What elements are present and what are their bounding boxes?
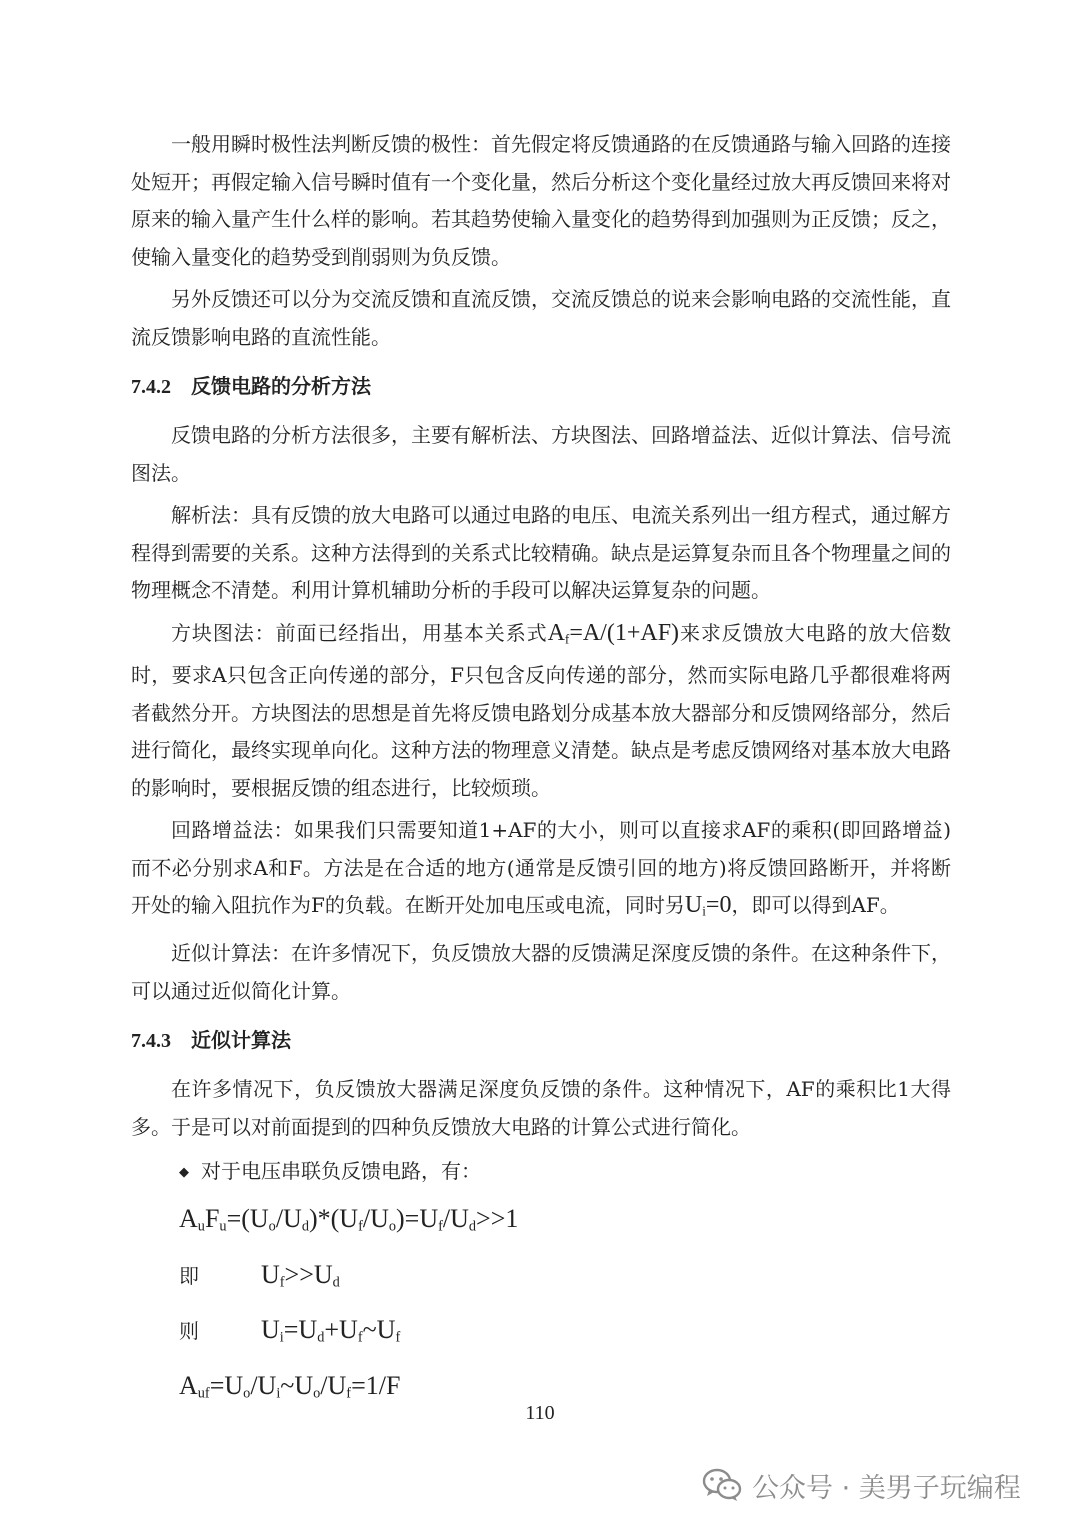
equation-label: 则 (179, 1319, 199, 1344)
paragraph-block-diagram (131, 615, 951, 808)
text: 方块图法：前面已经指出，用基本关系式 (171, 620, 548, 645)
page-content (131, 126, 951, 1417)
watermark-text: 公众号 · 美男子玩编程 (752, 1472, 1021, 1504)
section-title: 近似计算法 (191, 1028, 291, 1053)
formula-part: =0 (705, 892, 732, 919)
paragraph-approximation: 近似计算法：在许多情况下，负反馈放大器的反馈满足深度反馈的条件。在这种条件下，可以通过近似简化计算。 (131, 941, 951, 1003)
section-number: 7.4.3 (131, 1030, 171, 1053)
inline-formula (548, 620, 679, 646)
paragraph-deep-feedback: 在许多情况下，负反馈放大器满足深度负反馈的条件。这种情况下，AF的乘积比1大得多。于是可以对前面提到的四种负反馈放大电路的计算公式进行简化。 (131, 1077, 951, 1139)
text: 回路增益法：如果我们只需要知道1+AF的大小，则可以直接求AF的乘积(即回路增益)而不必分别求A和F。方法是在合适的地方(通常是反馈引回的地方)将反馈回路断开，并将断开处的输入阻抗作为F的负载。在断开处加电压或电流，同时另 (131, 818, 951, 918)
equation-label: 即 (179, 1263, 199, 1288)
inline-formula (685, 892, 732, 918)
bullet-item (179, 1151, 951, 1193)
equation-1: $A_uF_u=(U_o/U_d)*(U_f/U_o)=U_f/U_d>>1$ (179, 1204, 519, 1235)
page-number: 110 (525, 1402, 555, 1424)
paragraph-loop-gain (131, 812, 951, 930)
bullet-text: 对于电压串联负反馈电路，有： (201, 1159, 481, 1184)
section-number: 7.4.2 (131, 376, 171, 398)
watermark (702, 1465, 1021, 1505)
text: 来求反馈放大电路的放大倍数时，要求A只包含正向传递的部分，F只包含反向传递的部分，然而实际电路几乎都很难将两者截然分开。方块图法的思想是首先将反馈电路划分成基本放大器部分和反馈网络部分，然后进行简化，最终实现单向化。这种方法的物理意义清楚。缺点是考虑反馈网络对基本放大电路的影响时，要根据反馈的组态进行，比较烦琐。 (131, 620, 952, 800)
paragraph-analytic: 解析法：具有反馈的放大电路可以通过电路的电压、电流关系列出一组方程式，通过解方程得到需要的关系。这种方法得到的关系式比较精确。缺点是运算复杂而且各个物理量之间的物理概念不清楚。利用计算机辅助分析的手段可以解决运算复杂的问题。 (131, 503, 951, 602)
paragraph-ac-dc: 另外反馈还可以分为交流反馈和直流反馈，交流反馈总的说来会影响电路的交流性能，直流反馈影响电路的直流性能。 (131, 287, 951, 349)
section-title: 反馈电路的分析方法 (191, 374, 371, 398)
equation-2: 即 $U_f>>U_d$ (179, 1251, 951, 1307)
section-heading-7-4-2 (131, 368, 951, 405)
equation-3: 则 $U_i=U_d+U_f\sim U_f$ (179, 1306, 951, 1362)
formula-part: A (547, 619, 565, 646)
formula-part: U (684, 892, 703, 919)
text: ，即可以得到AF。 (731, 893, 900, 918)
formula-part: =A/(1+AF) (569, 619, 680, 646)
diamond-bullet-icon: ◆ (179, 1165, 189, 1181)
section-heading-7-4-3 (131, 1022, 951, 1059)
paragraph-polarity: 一般用瞬时极性法判断反馈的极性：首先假定将反馈通路的在反馈通路与输入回路的连接处短开；再假定输入信号瞬时值有一个变化量，然后分析这个变化量经过放大再反馈回来将对原来的输入量产生什么样的影响。若其趋势使输入量变化的趋势得到加强则为正反馈；反之，使输入量变化的趋势受到削弱则为负反馈。 (131, 132, 951, 269)
formula-sub: i (702, 903, 706, 919)
equation-4: $A_{uf}=U_o/U_i\sim U_o/U_f=1/F$ (179, 1370, 401, 1402)
wechat-icon (702, 1468, 742, 1502)
formula-sub: f (564, 630, 570, 646)
paragraph-methods: 反馈电路的分析方法很多，主要有解析法、方块图法、回路增益法、近似计算法、信号流图法。 (131, 423, 951, 485)
